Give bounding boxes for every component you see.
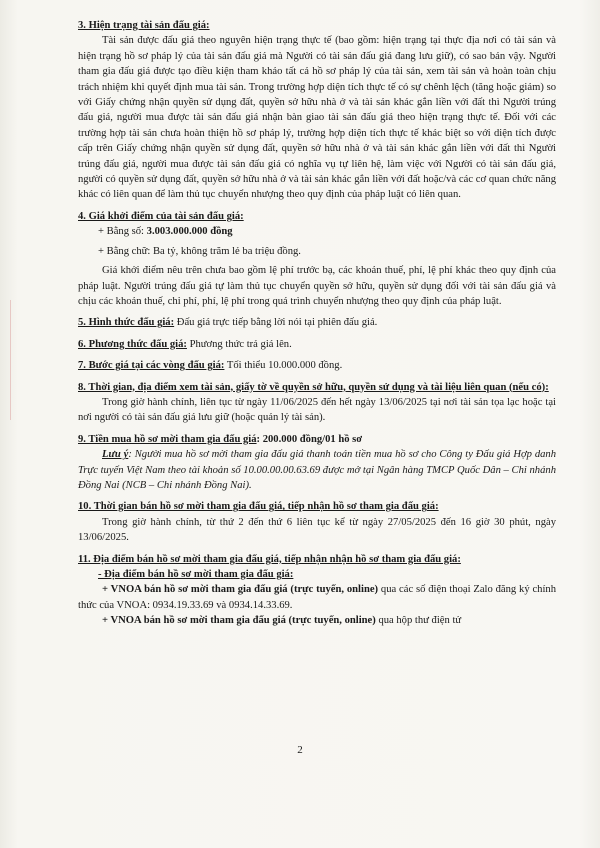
section-10-title: 10. Thời gian bán hồ sơ mời tham gia đấu giá, tiếp nhận hồ sơ tham gia đấu giá: (78, 501, 439, 513)
section-8-body: Trong giờ hành chính, liên tục từ ngày 11/06/2025 đến hết ngày 13/06/2025 tại nơi tài sản tọa lạc hoặc tại nơi người có tài sản đấu giá lưu giữ (hoặc quản lý tài sản). (78, 396, 556, 424)
start-price-words: + Bằng chữ: Ba tỷ, không trăm lẻ ba triệu đồng. (98, 245, 301, 257)
section-3-title: 3. Hiện trạng tài sản đấu giá: (78, 20, 210, 31)
section-5: 5. Hình thức đấu giá: Đấu giá trực tiếp bằng lời nói tại phiên đấu giá. (78, 317, 378, 329)
section-7: 7. Bước giá tại các vòng đấu giá: Tối thiểu 10.000.000 đồng. (78, 360, 343, 372)
seal-edge-mark (0, 300, 11, 420)
section-10-body: Trong giờ hành chính, từ thứ 2 đến thứ 6 liên tục kể từ ngày 27/05/2025 đến 16 giờ 30 phút, ngày 13/06/2025. (78, 516, 556, 544)
section-3-body: Tài sản được đấu giá theo nguyên hiện trạng thực tế (bao gồm: hiện trạng tại thực địa nơi có tài sản và hiện trạng hồ sơ pháp lý của tài sản đấu giá mà Người có tài sản đấu giá đang lưu giữ), có sao bán vậy. Người tham gia đấu giá được tạo điều kiện tham khảo tất cả hồ sơ pháp lý của tài sản, xem tài sản và hoàn toàn chịu trách nhiệm khi quyết định mua tài sản. Trong trường hợp diện tích thực tế có sự chênh lệch (tăng hoặc giảm) so với Giấy chứng nhận quyền sử dụng đất, quyền sở hữu nhà ở và tài sản khác gắn liền với đất thì Người trúng đấu giá, người mua được tài sản đấu giá nhận bàn giao tài sản đấu giá theo hiện trạng thực tế. Đối với các trường hợp tài sản chưa hoàn thiện hồ sơ pháp lý, trường hợp diện tích thực tế khác biệt so với diện tích được cấp trên Giấy chứng nhận quyền sử dụng đất, quyền sở hữu nhà ở và tài sản khác gắn liền với đất thì Người trúng đấu giá, người mua được tài sản đấu giá có nghĩa vụ tự liên hệ, làm việc với Người có tài sản đấu giá, người có quyền sử dụng đất, quyền sở hữu nhà ở và tài sản khác gắn liền với đất hoặc/và các cơ quan chức năng khác có liên quan để làm thủ tục chuyển nhượng theo quy định của pháp luật có liên quan. (78, 35, 556, 201)
section-11-item-1: + VNOA bán hồ sơ mời tham gia đấu giá (trực tuyến, online) qua các số điện thoại Zalo đăng ký chính thức của VNOA: 0934.19.33.69 và 0934.14.33.69. (78, 584, 556, 611)
page-number: 2 (297, 744, 303, 756)
section-11-item-2: + VNOA bán hồ sơ mời tham gia đấu giá (trực tuyến, online) qua hộp thư điện tử (102, 615, 462, 627)
section-9-note: Lưu ý: Người mua hồ sơ mời tham gia đấu giá thanh toán tiền mua hồ sơ cho Công ty Đấu giá Hợp danh Trực tuyến Việt Nam theo tài khoản số 10.00.00.00.63.69 được mở tại Ngân hàng TMCP Quốc Dân – Chi nhánh Đồng Nai (NCB – Chi nhánh Đồng Nai). (78, 449, 557, 491)
start-price-note: Giá khởi điểm nêu trên chưa bao gồm lệ phí trước bạ, các khoản thuế, phí, lệ phí khác theo quy định của pháp luật. Người trúng đấu giá tự làm thủ tục chuyển quyền sở hữu, quyền sử dụng đối với tài sản đấu giá và chịu các khoản thuế, chi phí, phí, lệ phí trong quá trình chuyển nhượng theo quy định của pháp luật. (78, 265, 556, 307)
section-8-title: 8. Thời gian, địa điểm xem tài sản, giấy tờ về quyền sở hữu, quyền sử dụng và tài liệu liên quan (nếu có): (78, 381, 549, 393)
section-9-title: 9. Tiền mua hồ sơ mời tham gia đấu giá: 200.000 đồng/01 hồ sơ (78, 433, 363, 445)
section-6: 6. Phương thức đấu giá: Phương thức trả giá lên. (78, 338, 292, 350)
section-11-subtitle: - Địa điểm bán hồ sơ mời tham gia đấu giá: (98, 569, 294, 580)
document-content (78, 18, 556, 629)
start-price-number: + Bằng số: 3.003.000.000 đồng (98, 226, 233, 238)
section-11-title: 11. Địa điểm bán hồ sơ mời tham gia đấu giá, tiếp nhận nhận hồ sơ tham gia đấu giá: (78, 553, 461, 565)
section-4-title: 4. Giá khởi điểm của tài sản đấu giá: (78, 210, 244, 222)
